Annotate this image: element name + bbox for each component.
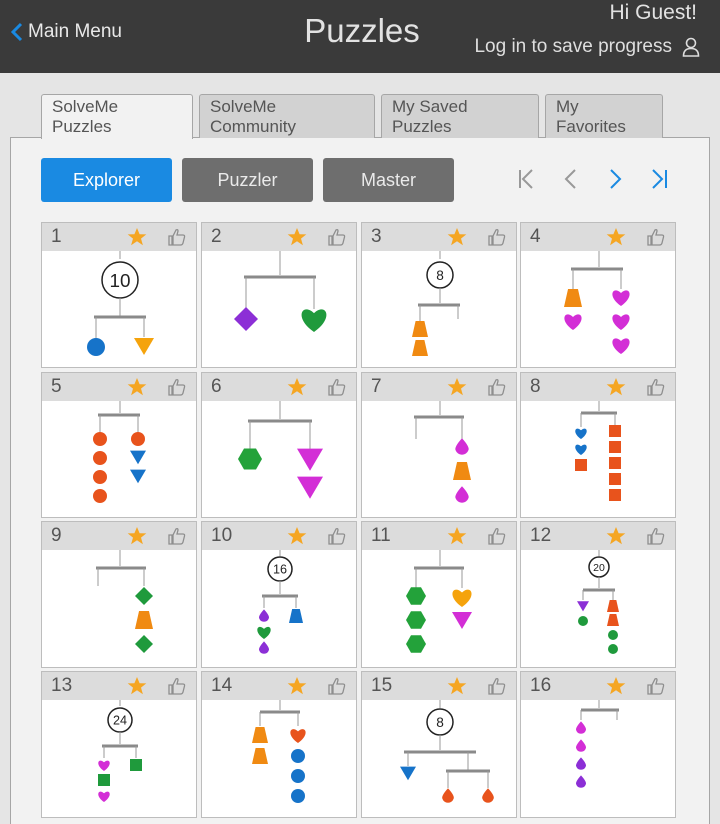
mobile-puzzle-diagram bbox=[362, 550, 518, 667]
prev-page-icon[interactable] bbox=[556, 164, 586, 194]
thumbs-up-icon[interactable] bbox=[487, 227, 507, 247]
svg-text:16: 16 bbox=[272, 562, 288, 577]
main-menu-label: Main Menu bbox=[28, 21, 122, 42]
thumbs-up-icon[interactable] bbox=[327, 377, 347, 397]
puzzle-card-header bbox=[202, 373, 356, 401]
chevron-left-icon bbox=[10, 22, 24, 42]
page-title: Puzzles bbox=[304, 12, 420, 49]
pagination bbox=[512, 164, 674, 194]
puzzler-button[interactable]: Puzzler bbox=[182, 158, 313, 202]
svg-text:10: 10 bbox=[109, 270, 131, 292]
mobile-puzzle-diagram bbox=[42, 401, 198, 517]
puzzle-card[interactable] bbox=[361, 372, 517, 518]
puzzle-card-header bbox=[521, 373, 675, 401]
star-icon[interactable] bbox=[287, 526, 307, 546]
mobile-puzzle-diagram bbox=[202, 251, 358, 367]
svg-text:8: 8 bbox=[436, 267, 444, 283]
mobile-puzzle-diagram bbox=[202, 401, 358, 517]
first-page-icon[interactable] bbox=[512, 164, 542, 194]
thumbs-up-icon[interactable] bbox=[646, 227, 666, 247]
greeting-text: Hi Guest! bbox=[609, 1, 697, 24]
svg-text:24: 24 bbox=[112, 713, 128, 728]
mobile-puzzle-diagram bbox=[521, 251, 677, 367]
puzzle-card-header bbox=[42, 522, 196, 550]
puzzle-card-header bbox=[362, 672, 516, 700]
thumbs-up-icon[interactable] bbox=[167, 526, 187, 546]
puzzle-card[interactable] bbox=[520, 372, 676, 518]
thumbs-up-icon[interactable] bbox=[167, 676, 187, 696]
puzzle-number: 12 bbox=[530, 525, 552, 546]
login-link[interactable] bbox=[474, 36, 700, 58]
puzzle-card-header bbox=[202, 223, 356, 251]
mobile-puzzle-diagram bbox=[521, 401, 677, 517]
puzzle-card[interactable] bbox=[201, 222, 357, 368]
thumbs-up-icon[interactable] bbox=[327, 526, 347, 546]
puzzle-tabs bbox=[41, 94, 663, 139]
mobile-puzzle-diagram bbox=[202, 700, 358, 817]
next-page-icon[interactable] bbox=[600, 164, 630, 194]
puzzle-card[interactable] bbox=[201, 521, 357, 668]
star-icon[interactable] bbox=[606, 227, 626, 247]
puzzle-card-header bbox=[202, 672, 356, 700]
puzzle-number: 13 bbox=[51, 675, 73, 696]
puzzle-number: 6 bbox=[211, 376, 222, 397]
thumbs-up-icon[interactable] bbox=[167, 227, 187, 247]
star-icon[interactable] bbox=[127, 227, 147, 247]
puzzle-card-header bbox=[521, 522, 675, 550]
puzzle-card[interactable] bbox=[201, 372, 357, 518]
star-icon[interactable] bbox=[606, 377, 626, 397]
puzzle-card-header bbox=[202, 522, 356, 550]
thumbs-up-icon[interactable] bbox=[487, 377, 507, 397]
login-text: Log in to save progress bbox=[474, 36, 672, 57]
star-icon[interactable] bbox=[287, 227, 307, 247]
puzzle-card[interactable] bbox=[520, 671, 676, 818]
puzzle-number: 9 bbox=[51, 525, 62, 546]
thumbs-up-icon[interactable] bbox=[327, 227, 347, 247]
puzzle-card[interactable] bbox=[361, 671, 517, 818]
puzzle-card-header bbox=[42, 672, 196, 700]
star-icon[interactable] bbox=[447, 526, 467, 546]
puzzle-card-header bbox=[362, 223, 516, 251]
star-icon[interactable] bbox=[287, 377, 307, 397]
star-icon[interactable] bbox=[127, 676, 147, 696]
main-menu-button[interactable] bbox=[10, 18, 122, 46]
puzzle-number: 4 bbox=[530, 226, 541, 247]
tab-my-saved-puzzles[interactable]: My Saved Puzzles bbox=[381, 94, 539, 138]
thumbs-up-icon[interactable] bbox=[327, 676, 347, 696]
mobile-puzzle-diagram bbox=[42, 700, 198, 817]
tab-solveme-community[interactable]: SolveMe Community bbox=[199, 94, 375, 138]
top-bar bbox=[0, 0, 720, 73]
mobile-puzzle-diagram bbox=[521, 550, 677, 667]
puzzle-number: 8 bbox=[530, 376, 541, 397]
star-icon[interactable] bbox=[127, 377, 147, 397]
puzzle-card[interactable] bbox=[520, 521, 676, 668]
puzzle-number: 15 bbox=[371, 675, 393, 696]
thumbs-up-icon[interactable] bbox=[487, 676, 507, 696]
mobile-puzzle-diagram bbox=[521, 700, 677, 817]
star-icon[interactable] bbox=[606, 526, 626, 546]
svg-text:20: 20 bbox=[593, 561, 605, 574]
star-icon[interactable] bbox=[447, 676, 467, 696]
puzzle-number: 14 bbox=[211, 675, 233, 696]
puzzle-number: 5 bbox=[51, 376, 62, 397]
puzzle-card[interactable] bbox=[41, 222, 197, 368]
star-icon[interactable] bbox=[127, 526, 147, 546]
puzzle-card[interactable] bbox=[41, 372, 197, 518]
puzzle-card-header bbox=[42, 373, 196, 401]
explorer-button[interactable]: Explorer bbox=[41, 158, 172, 202]
star-icon[interactable] bbox=[447, 377, 467, 397]
puzzle-number: 2 bbox=[211, 226, 222, 247]
puzzle-card-header bbox=[521, 223, 675, 251]
thumbs-up-icon[interactable] bbox=[646, 676, 666, 696]
user-icon bbox=[682, 37, 700, 57]
mobile-puzzle-diagram bbox=[42, 550, 198, 667]
master-button[interactable]: Master bbox=[323, 158, 454, 202]
mobile-puzzle-diagram bbox=[362, 401, 518, 517]
star-icon[interactable] bbox=[287, 676, 307, 696]
puzzle-card[interactable] bbox=[361, 222, 517, 368]
tab-my-favorites[interactable]: My Favorites bbox=[545, 94, 663, 138]
puzzle-number: 7 bbox=[371, 376, 382, 397]
svg-text:8: 8 bbox=[436, 714, 444, 730]
puzzle-card-header bbox=[362, 373, 516, 401]
puzzle-number: 3 bbox=[371, 226, 382, 247]
mobile-puzzle-diagram bbox=[202, 550, 358, 667]
thumbs-up-icon[interactable] bbox=[487, 526, 507, 546]
thumbs-up-icon[interactable] bbox=[646, 377, 666, 397]
thumbs-up-icon[interactable] bbox=[167, 377, 187, 397]
puzzle-number: 1 bbox=[51, 226, 62, 247]
puzzle-card-header bbox=[521, 672, 675, 700]
mobile-puzzle-diagram bbox=[362, 700, 518, 817]
puzzle-card-header bbox=[42, 223, 196, 251]
puzzle-number: 10 bbox=[211, 525, 233, 546]
puzzle-card-header bbox=[362, 522, 516, 550]
puzzle-card[interactable] bbox=[41, 521, 197, 668]
mobile-puzzle-diagram bbox=[42, 251, 198, 367]
puzzle-card[interactable] bbox=[361, 521, 517, 668]
difficulty-selector bbox=[41, 158, 454, 202]
puzzle-number: 11 bbox=[371, 525, 391, 546]
star-icon[interactable] bbox=[447, 227, 467, 247]
puzzle-number: 16 bbox=[530, 675, 552, 696]
puzzle-card[interactable] bbox=[520, 222, 676, 368]
mobile-puzzle-diagram bbox=[362, 251, 518, 367]
puzzle-card[interactable] bbox=[41, 671, 197, 818]
last-page-icon[interactable] bbox=[644, 164, 674, 194]
star-icon[interactable] bbox=[606, 676, 626, 696]
tab-solveme-puzzles[interactable]: SolveMe Puzzles bbox=[41, 94, 193, 139]
puzzle-card[interactable] bbox=[201, 671, 357, 818]
thumbs-up-icon[interactable] bbox=[646, 526, 666, 546]
